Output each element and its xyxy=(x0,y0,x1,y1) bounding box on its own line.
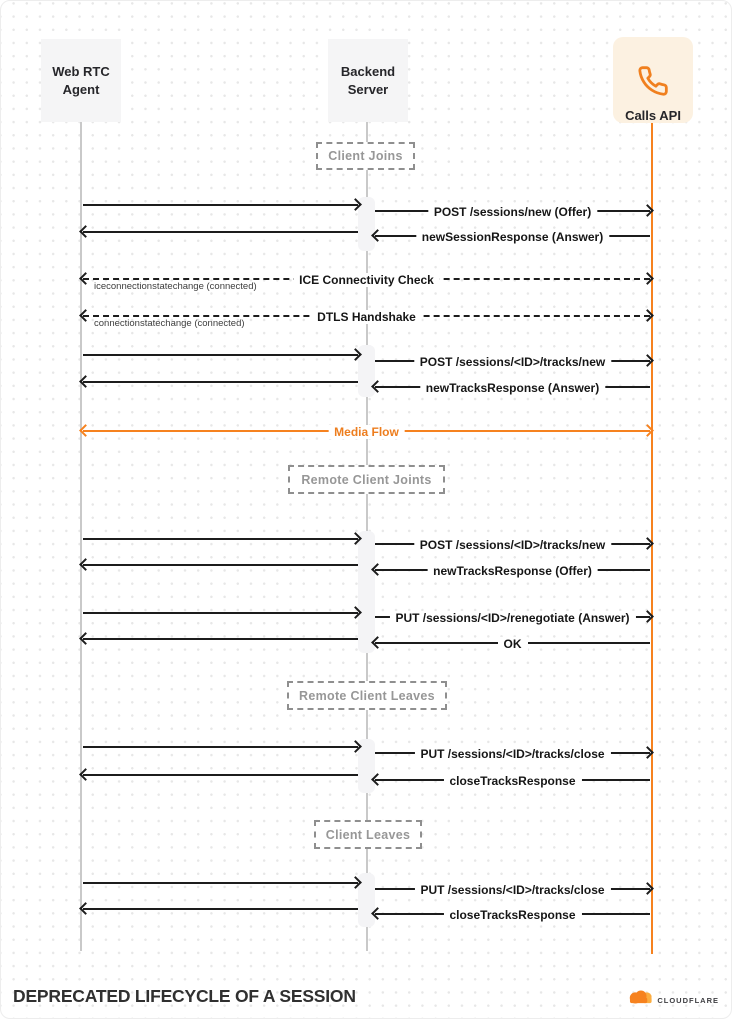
phase-remote-client-leaves xyxy=(287,681,447,710)
arrow-response xyxy=(375,774,650,788)
message-label: DTLS Handshake xyxy=(311,310,422,324)
actor-calls-api xyxy=(613,37,693,123)
activation-bar xyxy=(358,531,375,653)
message-label: closeTracksResponse xyxy=(443,774,581,788)
lifeline-calls-api xyxy=(651,123,653,954)
message-label: POST /sessions/<ID>/tracks/new xyxy=(414,355,611,369)
message-label: newSessionResponse (Answer) xyxy=(416,230,609,244)
actor-label: Web RTC Agent xyxy=(52,63,110,97)
actor-label: Calls API xyxy=(625,108,681,124)
arrow-response xyxy=(83,231,358,233)
message-label: closeTracksResponse xyxy=(443,908,581,922)
page-title: DEPRECATED LIFECYCLE OF A SESSION xyxy=(13,986,356,1006)
cloudflare-logo xyxy=(627,990,719,1010)
arrow-response xyxy=(375,908,650,922)
phase-client-leaves xyxy=(314,820,422,849)
arrow-request xyxy=(83,612,358,614)
event-sub-label: connectionstatechange (connected) xyxy=(94,318,245,329)
phone-icon xyxy=(637,47,669,101)
phase-remote-client-joins xyxy=(288,465,445,494)
message-label: PUT /sessions/<ID>/tracks/close xyxy=(414,747,610,761)
lifeline-webrtc-agent xyxy=(80,122,82,951)
arrow-response xyxy=(375,230,650,244)
message-label: Media Flow xyxy=(328,425,405,439)
message-label: POST /sessions/<ID>/tracks/new xyxy=(414,538,611,552)
arrow-request xyxy=(83,354,358,356)
arrow-request xyxy=(83,882,358,884)
event-sub-label: iceconnectionstatechange (connected) xyxy=(94,281,257,292)
cloudflare-cloud-icon xyxy=(627,990,653,1010)
arrow-response xyxy=(83,638,358,640)
actor-backend-server xyxy=(328,39,408,122)
message-label: newTracksResponse (Answer) xyxy=(420,381,605,395)
arrow-request xyxy=(375,883,650,897)
arrow-response xyxy=(83,774,358,776)
arrow-request xyxy=(375,355,650,369)
message-label: newTracksResponse (Offer) xyxy=(427,564,598,578)
arrow-response xyxy=(375,564,650,578)
arrow-response xyxy=(83,908,358,910)
arrow-response xyxy=(375,637,650,651)
phase-label: Client Leaves xyxy=(325,827,411,842)
arrow-media-flow xyxy=(83,425,650,439)
arrow-request xyxy=(83,538,358,540)
message-label: POST /sessions/new (Offer) xyxy=(428,205,597,219)
arrow-response xyxy=(375,381,650,395)
arrow-request xyxy=(375,747,650,761)
actor-label: Backend Server xyxy=(340,63,396,97)
message-label: ICE Connectivity Check xyxy=(293,273,440,287)
arrow-response xyxy=(83,381,358,383)
arrow-request xyxy=(375,611,650,625)
phase-label: Remote Client Leaves xyxy=(299,688,435,703)
message-label: PUT /sessions/<ID>/renegotiate (Answer) xyxy=(389,611,635,625)
phase-label: Client Joins xyxy=(328,149,403,163)
arrow-request xyxy=(83,746,358,748)
cloudflare-wordmark: CLOUDFLARE xyxy=(657,995,719,1005)
message-label: PUT /sessions/<ID>/tracks/close xyxy=(414,883,610,897)
phase-label: Remote Client Joints xyxy=(301,472,432,487)
actor-webrtc-agent xyxy=(41,39,121,122)
phase-client-joins xyxy=(316,142,415,170)
arrow-response xyxy=(83,564,358,566)
arrow-request xyxy=(375,538,650,552)
arrow-request xyxy=(83,204,358,206)
message-label: OK xyxy=(498,637,528,651)
arrow-request xyxy=(375,205,650,219)
